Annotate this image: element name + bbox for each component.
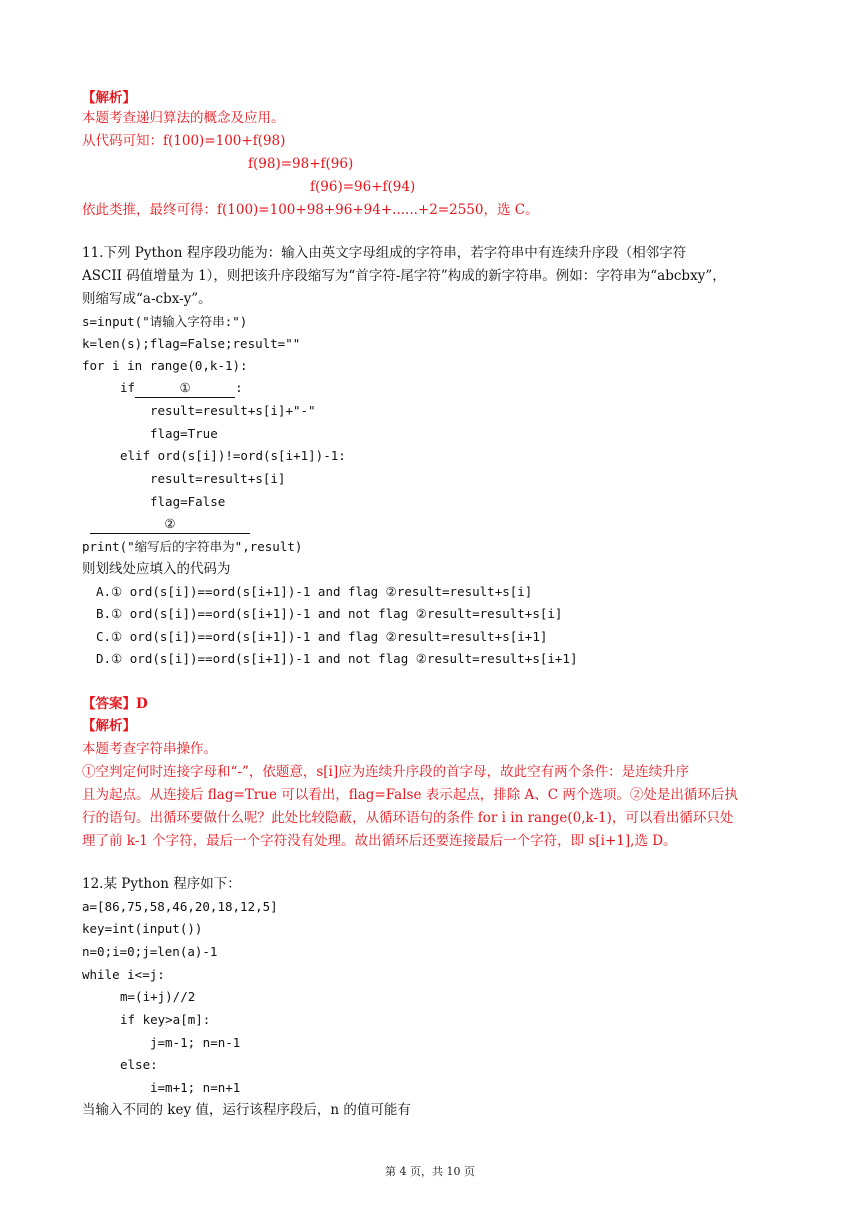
code-line-with-blank-2 [90,514,250,534]
code-line-with-blank-1 [120,378,243,398]
code-line: print("缩写后的字符串为",result) [82,539,303,554]
code-line: while i<=j: [82,967,165,982]
code-line: for i in range(0,k-1): [82,358,248,373]
code-line: flag=True [150,426,218,441]
code-line: i=m+1; n=n+1 [150,1080,241,1095]
option-d: D.① ord(s[i])==ord(s[i+1])-1 and not flag ②result=result+s[i+1] [96,651,578,666]
code-colon: : [235,380,243,395]
question-11-stem: 11.下列 Python 程序段功能为：输入由英文字母组成的字符串，若字符串中有连续升序段（相邻字符 [82,245,687,261]
analysis-text: 且为起点。从连接后 flag=True 可以看出，flag=False 表示起点，排除 A、C 两个选项。②处是出循环后执 [82,787,738,803]
blank-1: ① [135,379,235,398]
answer-label: 【答案】D [82,696,148,712]
analysis-text: 本题考查字符串操作。 [82,741,217,757]
analysis-conclusion: 依此类推，最终可得：f(100)=100+98+96+94+......+2=2550，选 C。 [82,202,539,218]
code-keyword: if [120,380,136,395]
code-line: k=len(s);flag=False;result="" [82,336,301,351]
analysis-text: 从代码可知：f(100)=100+f(98) [82,133,286,149]
page-footer: 第 4 页，共 10 页 [385,1165,475,1178]
code-line: elif ord(s[i])!=ord(s[i+1])-1: [120,448,346,463]
code-line: s=input("请输入字符串:") [82,314,248,329]
question-11-prompt: 则划线处应填入的代码为 [82,561,231,577]
question-11-stem: ASCII 码值增量为 1），则把该升序段缩写为“首字符-尾字符”构成的新字符串。例如：字符串为“abcbxy”， [82,268,726,284]
analysis-text: 行的语句。出循环要做什么呢？此处比较隐蔽，从循环语句的条件 for i in range(0,k-1)，可以看出循环只处 [82,810,734,826]
code-line: if key>a[m]: [120,1012,211,1027]
analysis-heading: 【解析】 [82,90,136,106]
analysis-text: 本题考查递归算法的概念及应用。 [82,110,285,126]
analysis-text: 理了前 k-1 个字符，最后一个字符没有处理。故出循环后还要连接最后一个字符，即 s[i+1],选 D。 [82,833,677,849]
option-a: A.① ord(s[i])==ord(s[i+1])-1 and flag ②result=result+s[i] [96,584,533,599]
analysis-formula: f(98)=98+f(96) [248,156,354,172]
question-12-stem: 12.某 Python 程序如下： [82,876,241,892]
analysis-text: ①空判定何时连接字母和“-”，依题意，s[i]应为连续升序段的首字母，故此空有两个条件：是连续升序 [82,764,690,780]
code-line: m=(i+j)//2 [120,989,196,1004]
code-line: a=[86,75,58,46,20,18,12,5] [82,899,278,914]
analysis-formula: f(96)=96+f(94) [310,179,416,195]
analysis-heading: 【解析】 [82,718,136,734]
code-line: result=result+s[i]+"-" [150,403,316,418]
question-12-tail: 当输入不同的 key 值，运行该程序段后，n 的值可能有 [82,1102,411,1118]
blank-2: ② [90,515,250,534]
code-line: key=int(input()) [82,921,203,936]
question-11-stem: 则缩写成“a-cbx-y”。 [82,291,212,307]
option-c: C.① ord(s[i])==ord(s[i+1])-1 and flag ②result=result+s[i+1] [96,629,548,644]
code-line: else: [120,1057,158,1072]
option-b: B.① ord(s[i])==ord(s[i+1])-1 and not flag ②result=result+s[i] [96,606,563,621]
code-line: j=m-1; n=n-1 [150,1035,241,1050]
code-line: result=result+s[i] [150,471,286,486]
code-line: n=0;i=0;j=len(a)-1 [82,944,218,959]
code-line: flag=False [150,494,226,509]
